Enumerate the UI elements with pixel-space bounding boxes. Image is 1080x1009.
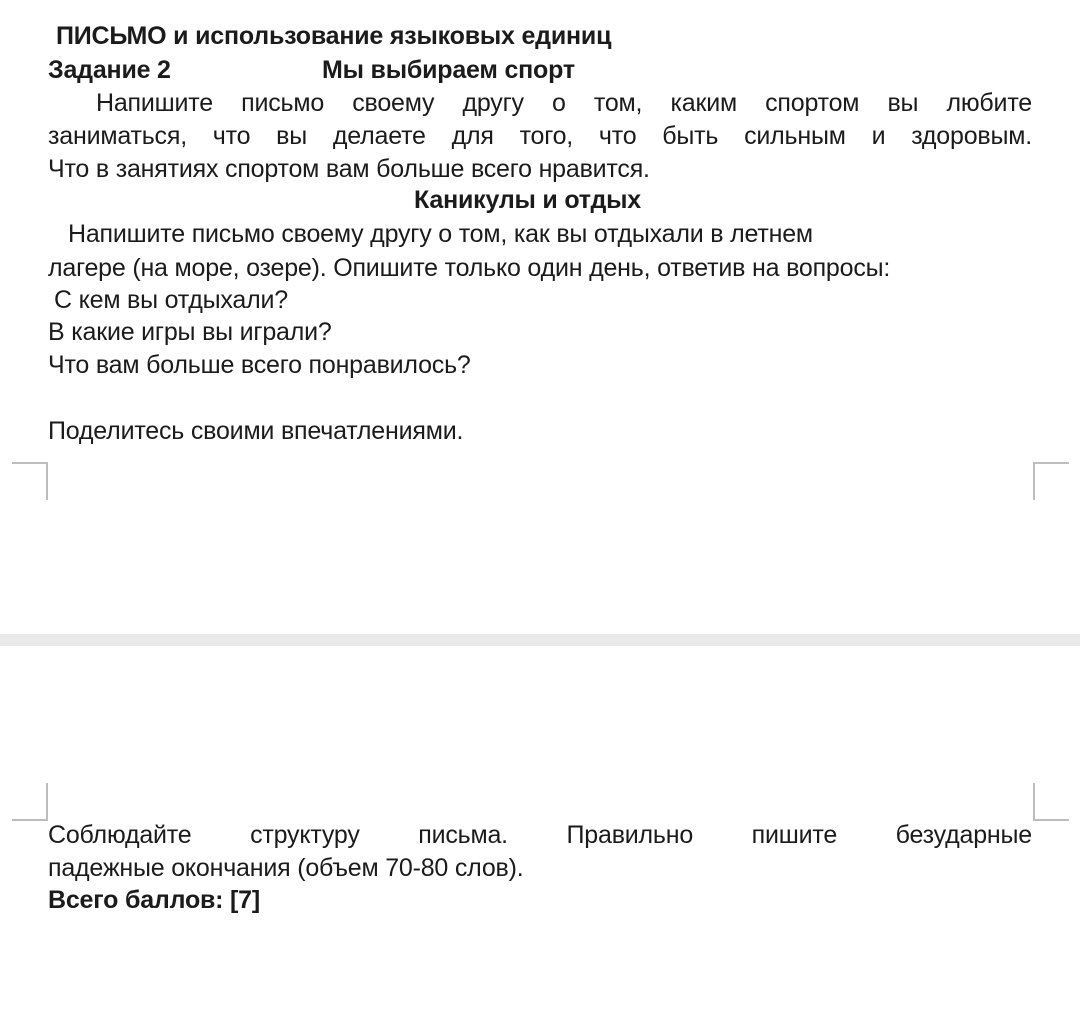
section-title: ПИСЬМО и использование языковых единиц xyxy=(56,22,612,50)
margin-corner-bottom-left xyxy=(12,783,48,821)
topic-1-text-line-3: Что в занятиях спортом вам больше всего нравится. xyxy=(48,155,650,183)
question-3: Что вам больше всего понравилось? xyxy=(48,351,471,379)
topic-1-title: Мы выбираем спорт xyxy=(322,56,575,84)
topic-1-text-line-1: Напишите письмо своему другу о том, каким спортом вы любите xyxy=(96,89,1032,117)
share-impressions-text: Поделитесь своими впечатлениями. xyxy=(48,417,464,445)
document-page-2 xyxy=(0,646,1080,1009)
instruction-line-2: падежные окончания (объем 70-80 слов). xyxy=(48,854,524,882)
margin-corner-top-right xyxy=(1033,462,1069,500)
topic-2-text-line-2: лагере (на море, озере). Опишите только один день, ответив на вопросы: xyxy=(48,254,891,282)
topic-2-title: Каникулы и отдых xyxy=(414,186,642,214)
question-1: С кем вы отдыхали? xyxy=(54,286,288,314)
instruction-line-1: Соблюдайте структуру письма. Правильно пишите безударные xyxy=(48,821,1032,849)
page-break xyxy=(0,634,1080,646)
topic-1-text-line-2: заниматься, что вы делаете для того, что быть сильным и здоровым. xyxy=(48,122,1032,150)
margin-corner-bottom-right xyxy=(1033,783,1069,821)
total-points: Всего баллов: [7] xyxy=(48,886,261,914)
question-2: В какие игры вы играли? xyxy=(48,318,332,346)
margin-corner-top-left xyxy=(12,462,48,500)
task-label: Задание 2 xyxy=(48,56,171,84)
topic-2-text-line-1: Напишите письмо своему другу о том, как вы отдыхали в летнем xyxy=(68,220,813,248)
